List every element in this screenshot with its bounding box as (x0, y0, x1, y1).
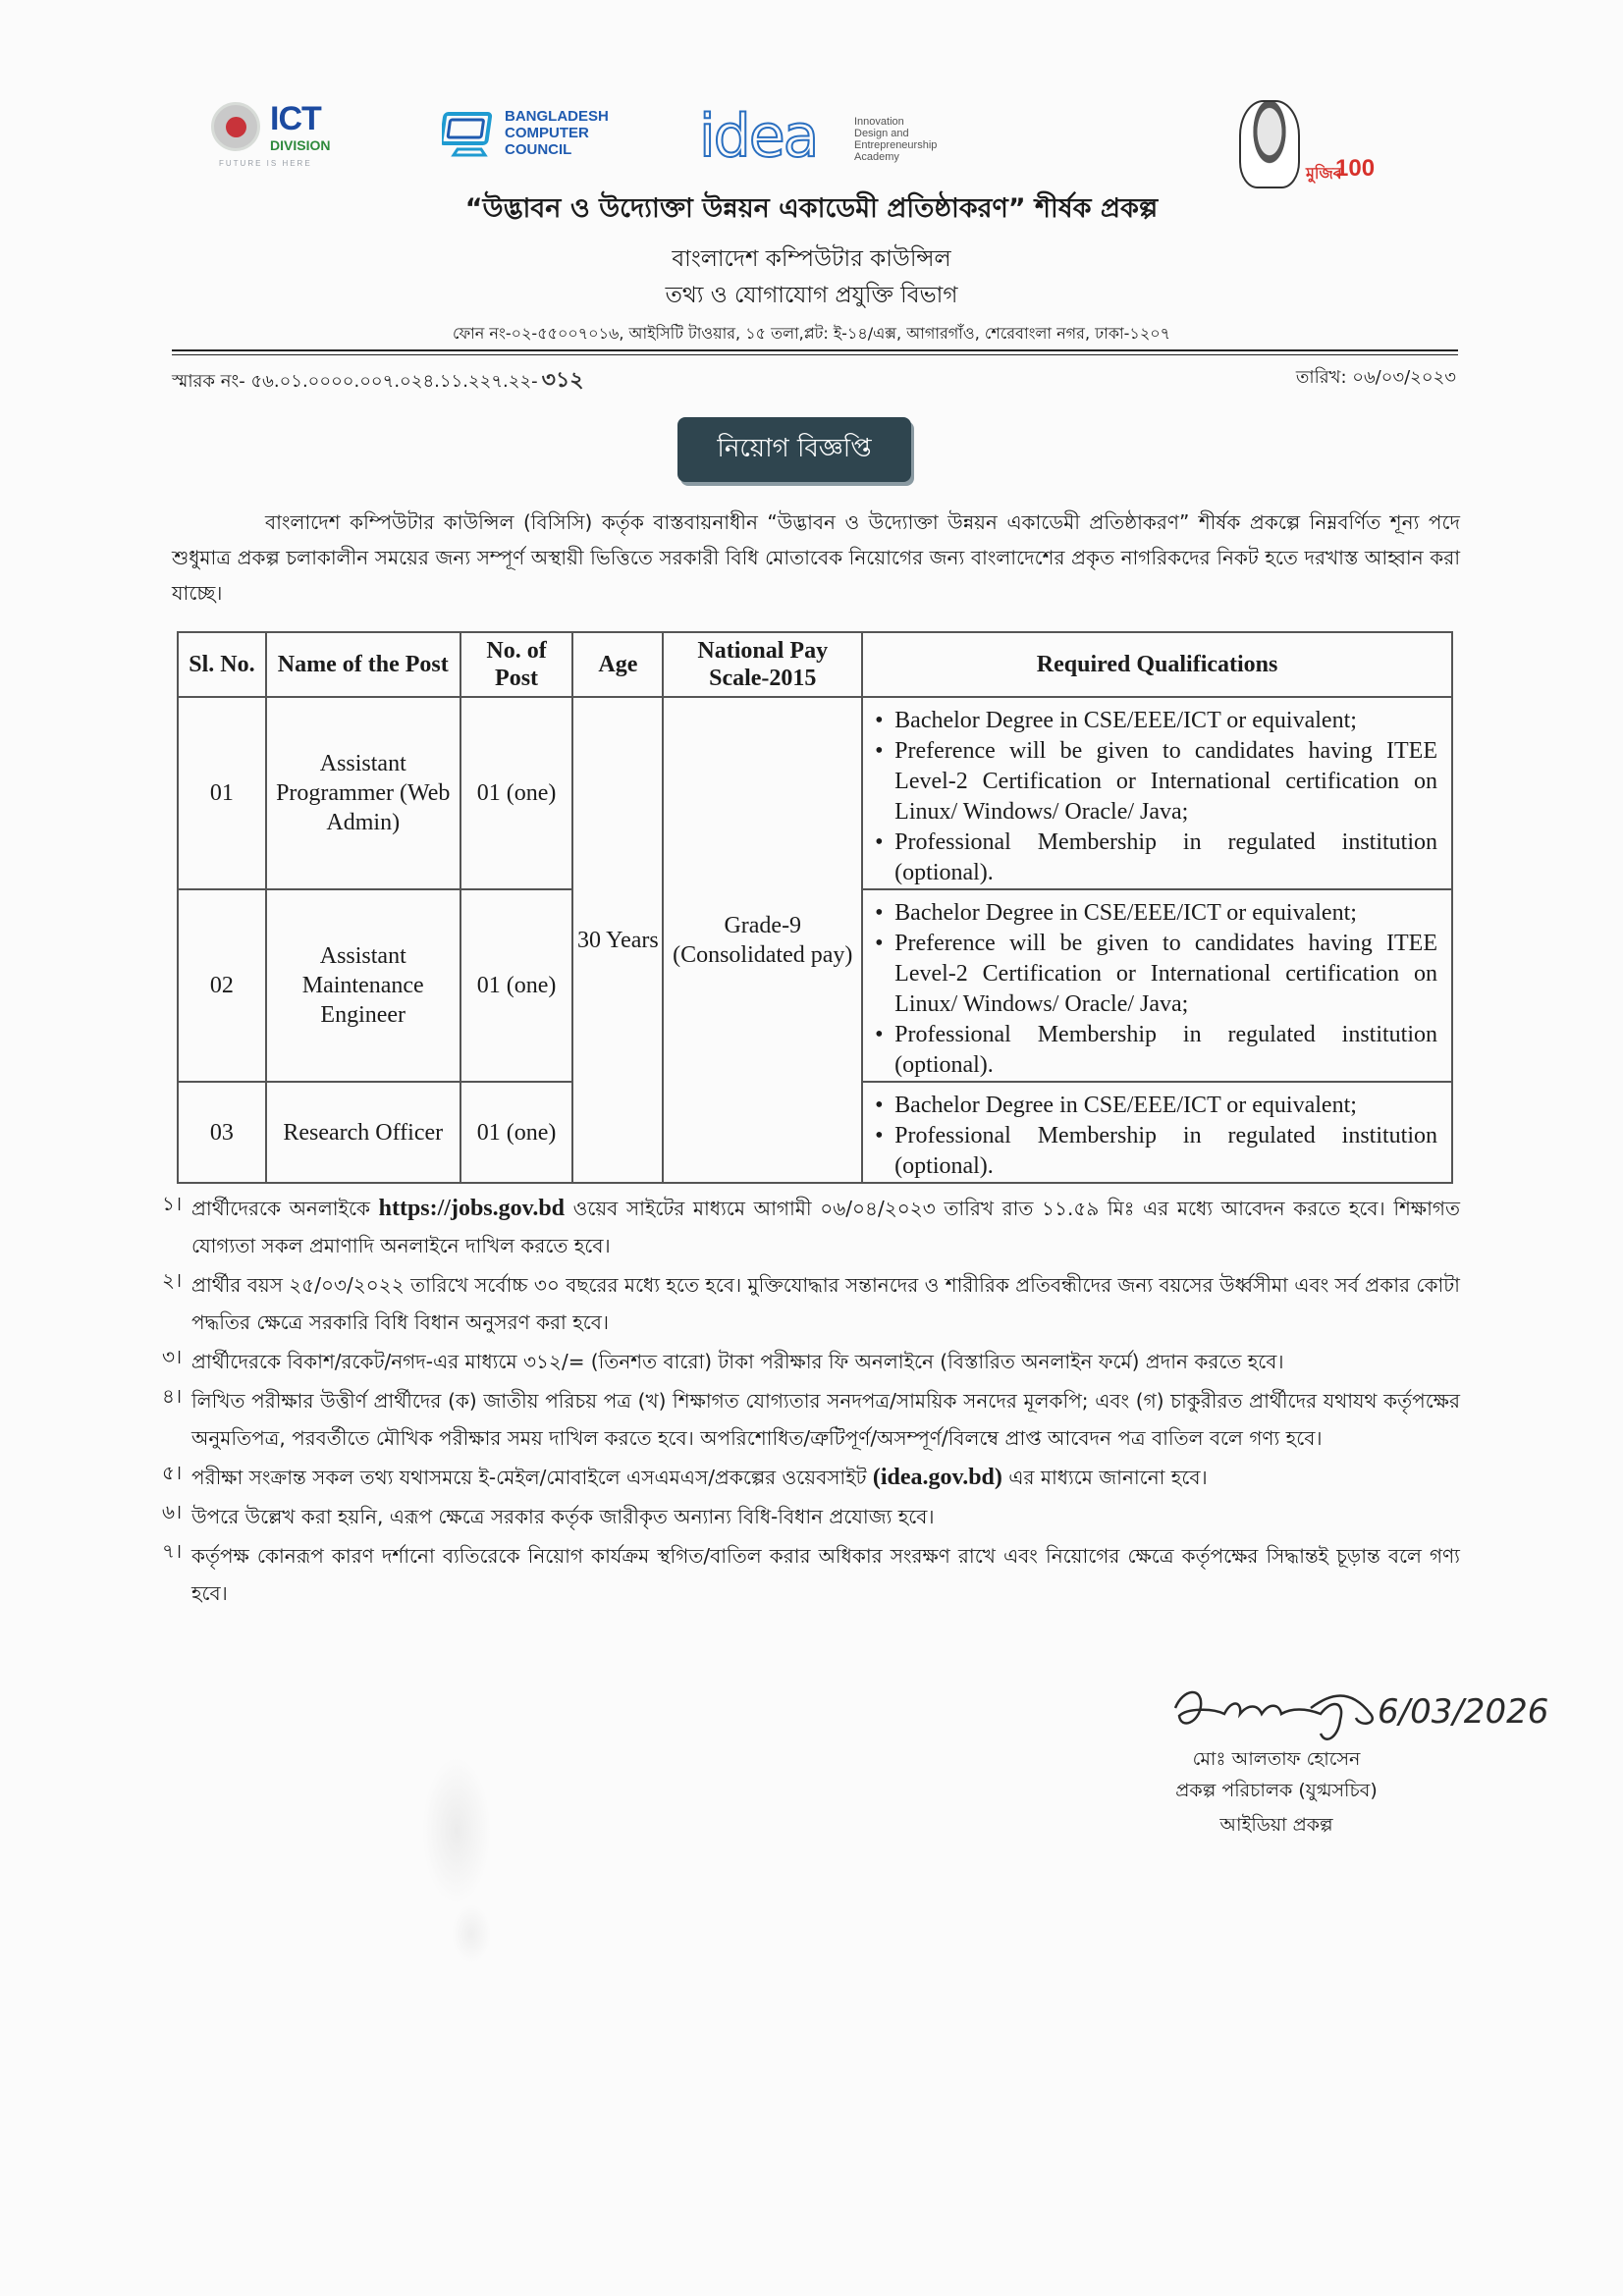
memo-number-handwritten: ৩১২ (541, 368, 584, 393)
list-item-number: ৩। (162, 1345, 183, 1368)
qualification-item: • Professional Membership in regulated institution (optional). (873, 1020, 1437, 1081)
idea-logo-line4: Academy (854, 151, 899, 163)
row-qualifications (862, 889, 1452, 1082)
scan-smudge (452, 1904, 491, 1963)
list-item-number: ৬। (162, 1500, 183, 1523)
ict-logo-subtitle: DIVISION (270, 137, 331, 153)
row-post: Research Officer (266, 1082, 460, 1183)
header-qualifications: Required Qualifications (862, 632, 1452, 697)
list-item (162, 1343, 1460, 1380)
row-sl: 01 (178, 697, 266, 889)
header-age: Age (572, 632, 663, 697)
header-divider (172, 349, 1458, 351)
memo-number-text: স্মারক নং- ৫৬.০১.০০০০.০০৭.০২৪.১১.২২৭.২২- (172, 371, 538, 392)
bcc-logo-line2: COMPUTER (505, 125, 589, 141)
header-sl-no: Sl. No. (178, 632, 266, 697)
qualification-item: • Professional Membership in regulated institution (optional). (873, 828, 1437, 888)
pay-scale-cell: Grade-9 (Consolidated pay) (663, 697, 862, 1183)
list-item-text: প্রার্থীর বয়স ২৫/০৩/২০২২ তারিখে সর্বোচ্চ ৩০ বছরের মধ্যে হতে হবে। মুক্তিযোদ্ধার সন্তানদের ও শারীরিক প্রতিবন্ধীদের জন্য বয়সের উর্ধ্বসীমা এবং সর্ব প্রকার কোটা পদ্ধতির ক্ষেত্রে সরকারি বিধি বিধান অনুসরণ করা হবে। (191, 1273, 1460, 1334)
list-item (162, 1266, 1460, 1341)
office-address: ফোন নং-০২-৫৫০০৭০১৬, আইসিটি টাওয়ার, ১৫ তলা,প্লট: ই-১৪/এক্স, আগারগাঁও, শেরেবাংলা নগর, ঢাকা-১২০৭ (452, 324, 1171, 343)
intro-paragraph: বাংলাদেশ কম্পিউটার কাউন্সিল (বিসিসি) কর্তৃক বাস্তবায়নাধীন “উদ্ভাবন ও উদ্যোক্তা উন্নয়ন একাডেমী প্রতিষ্ঠাকরণ” শীর্ষক প্রকল্পে নিম্নবর্ণিত শূন্য পদে শুধুমাত্র প্রকল্প চলাকালীন সময়ের জন্য সম্পূর্ণ অস্থায়ী ভিত্তিতে সরকারী বিধি মোতাবেক নিয়োগের জন্য বাংলাদেশের প্রকৃত নাগরিকদের নিকট হতে দরখাস্ত আহ্বান করা যাচ্ছে। (172, 510, 1460, 605)
list-item (162, 1190, 1460, 1264)
list-item (162, 1459, 1460, 1496)
computer-monitor-icon (442, 110, 499, 157)
instructions-list (162, 1190, 1460, 1614)
qualification-item: • Preference will be given to candidates having ITEE Level-2 Certification or International certification on Linux/ Windows/ Oracle/ Java; (873, 929, 1437, 1020)
notice-date: তারিখ: ০৬/০৩/২০২৩ (1295, 367, 1456, 388)
list-item-number: ১। (162, 1192, 183, 1215)
signatory-title: প্রকল্প পরিচালক (যুগ্মসচিব) (1175, 1780, 1378, 1801)
division-name: তথ্য ও যোগাযোগ প্রযুক্তি বিভাগ (665, 283, 958, 308)
project-website-link[interactable]: (idea.gov.bd) (872, 1465, 1002, 1490)
header-no-of-post: No. of Post (460, 632, 573, 697)
ict-division-logo (211, 98, 353, 177)
qualification-item: • Preference will be given to candidates having ITEE Level-2 Certification or International certification on Linux/ Windows/ Oracle/ Java; (873, 736, 1437, 828)
portrait-icon (1239, 100, 1300, 188)
qualification-item: • Bachelor Degree in CSE/EEE/ICT or equivalent; (873, 706, 1437, 736)
idea-logo-line1: Innovation (854, 116, 904, 128)
list-item-number: ২। (162, 1268, 183, 1292)
idea-logo (699, 102, 984, 175)
idea-logo-word: idea (699, 102, 818, 171)
row-post: Assistant Maintenance Engineer (266, 889, 460, 1082)
row-no-of-post: 01 (one) (460, 1082, 573, 1183)
list-item-number: ৪। (162, 1384, 183, 1408)
header-divider-thin (172, 354, 1458, 355)
qualification-item: • Professional Membership in regulated institution (optional). (873, 1121, 1437, 1182)
bcc-logo-line3: COUNCIL (505, 141, 572, 158)
list-item-number: ৭। (162, 1539, 183, 1563)
ict-logo-tagline: FUTURE IS HERE (219, 159, 312, 168)
row-qualifications (862, 697, 1452, 889)
row-post: Assistant Programmer (Web Admin) (266, 697, 460, 889)
mujib-logo-number: 100 (1335, 155, 1376, 182)
mujib-100-logo (1227, 100, 1389, 193)
header-post-name: Name of the Post (266, 632, 460, 697)
row-sl: 03 (178, 1082, 266, 1183)
row-no-of-post: 01 (one) (460, 889, 573, 1082)
list-item-text: ওয়েব সাইটের মাধ্যমে আগামী ০৬/০৪/২০২৩ তারিখ রাত ১১.৫৯ মিঃ এর মধ্যে আবেদন করতে হবে। শিক্ষাগত যোগ্যতা সকল প্রমাণাদি অনলাইনে দাখিল করতে হবে। (191, 1197, 1460, 1257)
table-row (178, 697, 1452, 889)
idea-logo-line2: Design and (854, 128, 909, 139)
row-qualifications (862, 1082, 1452, 1183)
list-item (162, 1382, 1460, 1457)
bcc-logo (442, 106, 638, 167)
jobs-portal-link[interactable]: https://jobs.gov.bd (378, 1196, 566, 1221)
notice-title-badge: নিয়োগ বিজ্ঞপ্তি (677, 417, 911, 482)
list-item (162, 1498, 1460, 1535)
memo-number (172, 363, 584, 400)
table-header-row (178, 632, 1452, 697)
list-item-text: কর্তৃপক্ষ কোনরূপ কারণ দর্শানো ব্যতিরেকে নিয়োগ কার্যক্রম স্থগিত/বাতিল করার অধিকার সংরক্ষণ রাখে এবং নিয়োগের ক্ষেত্রে কর্তৃপক্ষের সিদ্ধান্তই চূড়ান্ত বলে গণ্য হবে। (191, 1544, 1460, 1605)
list-item-text: উপরে উল্লেখ করা হয়নি, এরূপ ক্ষেত্রে সরকার কর্তৃক জারীকৃত অন্যান্য বিধি-বিধান প্রযোজ্য হবে। (191, 1505, 935, 1528)
organization-name: বাংলাদেশ কম্পিউটার কাউন্সিল (672, 246, 951, 272)
project-title: “উদ্ভাবন ও উদ্যোক্তা উন্নয়ন একাডেমী প্রতিষ্ঠাকরণ” শীর্ষক প্রকল্প (464, 193, 1159, 224)
list-item-text: এর মাধ্যমে জানানো হবে। (1001, 1466, 1208, 1489)
mujib-logo-word: মুজিব (1306, 164, 1342, 183)
list-item (162, 1537, 1460, 1612)
bcc-logo-line1: BANGLADESH (505, 108, 609, 125)
list-item-text: লিখিত পরীক্ষার উত্তীর্ণ প্রার্থীদের (ক) জাতীয় পরিচয় পত্র (খ) শিক্ষাগত যোগ্যতার সনদপত্র/সাময়িক সনদের মূলকপি; এবং (গ) চাকুরীরত প্রার্থীদের যথাযথ কর্তৃপক্ষের অনুমতিপত্র, পরবর্তীতে মৌখিক পরীক্ষার সময় দাখিল করতে হবে। অপরিশোধিত/ত্রুটিপূর্ণ/অসম্পূর্ণ/বিলম্বে প্রাপ্ত আবেদন পত্র বাতিল বলে গণ্য হবে। (191, 1389, 1460, 1450)
list-item-number: ৫। (162, 1461, 183, 1484)
scan-smudge (422, 1757, 491, 1904)
signature-date: 6/03/2026 (1378, 1692, 1549, 1732)
signatory-project: আইডিয়া প্রকল্প (1219, 1814, 1333, 1836)
list-item-text: প্রার্থীদেরকে বিকাশ/রকেট/নগদ-এর মাধ্যমে ৩১২/= (তিনশত বারো) টাকা পরীক্ষার ফি অনলাইনে (বিস্তারিত অনলাইন ফর্মে) প্রদান করতে হবে। (191, 1350, 1284, 1373)
vacancy-table (177, 631, 1453, 1184)
idea-logo-line3: Entrepreneurship (854, 139, 938, 151)
qualification-item: • Bachelor Degree in CSE/EEE/ICT or equivalent; (873, 1091, 1437, 1121)
qualification-item: • Bachelor Degree in CSE/EEE/ICT or equivalent; (873, 898, 1437, 929)
age-cell: 30 Years (572, 697, 663, 1183)
header-pay-scale: National Pay Scale-2015 (663, 632, 862, 697)
ict-logo-title: ICT (270, 100, 321, 137)
signatory-name: মোঃ আলতাফ হোসেন (1192, 1748, 1361, 1770)
government-seal-icon (211, 102, 260, 151)
list-item-text: প্রার্থীদেরকে অনলাইকে (191, 1197, 379, 1220)
row-no-of-post: 01 (one) (460, 697, 573, 889)
list-item-text: পরীক্ষা সংক্রান্ত সকল তথ্য যথাসময়ে ই-মেইল/মোবাইলে এসএমএস/প্রকল্পের ওয়েবসাইট (191, 1466, 873, 1489)
row-sl: 02 (178, 889, 266, 1082)
